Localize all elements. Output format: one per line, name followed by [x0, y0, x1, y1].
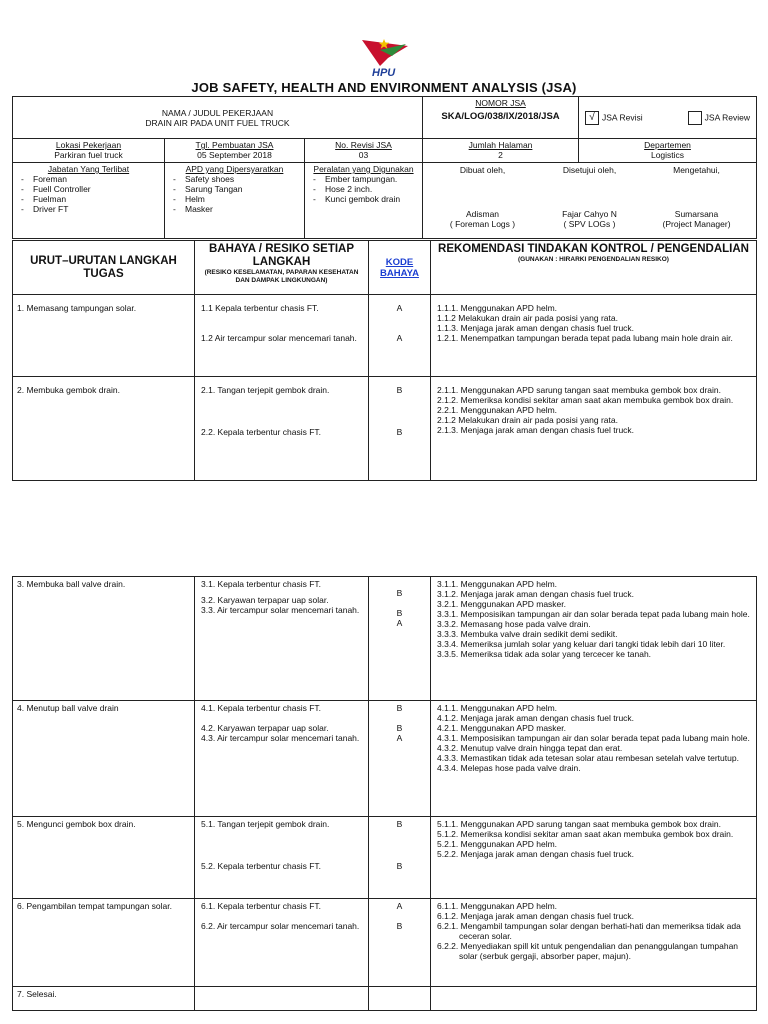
logo-text: HPU	[372, 67, 396, 78]
hazard-code: B	[396, 703, 403, 713]
nomor-jsa-label: NOMOR JSA	[475, 98, 526, 108]
table-row	[13, 817, 757, 899]
approval-cell	[423, 163, 757, 239]
control-item: 3.1.2. Menjaga jarak aman dengan chasis fuel truck.	[437, 589, 635, 599]
signatory-name: Fajar Cahyo N	[562, 209, 617, 219]
column-header-hazards	[195, 241, 369, 295]
control-item: 6.2.1. Mengambil tampungan solar dengan berhati-hati dan memeriksa tidak ada ceceran solar.	[437, 921, 741, 941]
hazard-item: 2.1. Tangan terjepit gembok drain.	[201, 385, 330, 395]
dibuat-label: Dibuat oleh,	[459, 165, 506, 175]
jabatan-cell	[13, 163, 165, 239]
jabatan-label: Jabatan Yang Terlibat	[47, 164, 130, 174]
hazard-code: A	[396, 333, 403, 343]
step-text: 5. Mengunci gembok box drain.	[17, 819, 136, 829]
hazard-code: B	[396, 861, 403, 871]
table-row	[13, 987, 757, 1011]
hazard-item: 5.2. Kepala terbentur chasis FT.	[201, 861, 322, 871]
tgl-cell	[165, 139, 305, 163]
peralatan-item: - Kunci gembok drain	[307, 194, 420, 204]
hazard-item: 2.2. Kepala terbentur chasis FT.	[201, 427, 322, 437]
table-row	[13, 577, 757, 701]
signatory-role: (Project Manager)	[662, 219, 731, 229]
column-header-steps	[13, 241, 195, 295]
lokasi-value: Parkiran fuel truck	[54, 150, 123, 160]
hazard-item: 5.1. Tangan terjepit gembok drain.	[201, 819, 330, 829]
dept-label: Departemen	[644, 140, 691, 150]
checkbox-checked-icon[interactable]: √	[585, 111, 599, 125]
hazard-item: 3.3. Air tercampur solar mencemari tanah.	[201, 605, 360, 615]
jumlah-label: Jumlah Halaman	[468, 140, 533, 150]
table-row	[13, 899, 757, 987]
control-item: 2.1.2. Memeriksa kondisi sekitar aman saat akan membuka gembok box drain.	[437, 395, 734, 405]
jsa-revisi-label: JSA Revisi	[602, 111, 643, 122]
norev-cell	[305, 139, 423, 163]
control-item: 5.1.2. Memeriksa kondisi sekitar aman saat akan membuka gembok box drain.	[437, 829, 734, 839]
peralatan-item: - Hose 2 inch.	[307, 184, 420, 194]
table-row	[13, 295, 757, 377]
control-item: 3.3.2. Memasang hose pada valve drain.	[437, 619, 591, 629]
control-cell	[431, 701, 757, 817]
signatory-spv	[536, 209, 643, 229]
step-text: 4. Menutup ball valve drain	[17, 703, 119, 713]
hazard-code: B	[396, 588, 403, 598]
peralatan-label: Peralatan yang Digunakan	[313, 164, 414, 174]
jumlah-cell	[423, 139, 579, 163]
lokasi-cell	[13, 139, 165, 163]
column-header-controls-title: REKOMENDASI TINDAKAN KONTROL / PENGENDALIAN	[438, 243, 749, 255]
apd-cell	[165, 163, 305, 239]
signatory-role: ( Foreman Logs )	[449, 219, 516, 229]
jabatan-item: - Fuell Controller	[15, 184, 162, 194]
hazard-cell	[195, 817, 369, 899]
column-header-controls-sub: (GUNAKAN : HIRARKI PENGENDALIAN RESIKO)	[518, 256, 669, 263]
code-cell	[369, 577, 431, 701]
jsa-header-table	[12, 96, 757, 239]
dept-cell	[579, 139, 757, 163]
control-item: 3.1.1. Menggunakan APD helm.	[437, 579, 558, 589]
step-text: 7. Selesai.	[17, 989, 57, 999]
apd-label: APD yang Dipersyaratkan	[185, 164, 284, 174]
control-item: 3.2.1. Menggunakan APD masker.	[437, 599, 566, 609]
signatory-role: ( SPV LOGs )	[563, 219, 616, 229]
hazard-code: B	[396, 921, 403, 931]
code-cell	[369, 377, 431, 481]
control-cell	[431, 377, 757, 481]
company-logo	[358, 36, 412, 78]
column-header-steps-label: URUT–URUTAN LANGKAH TUGAS	[30, 254, 177, 280]
control-item: 1.1.1. Menggunakan APD helm.	[437, 303, 558, 313]
column-header-controls	[431, 241, 757, 295]
job-title-cell	[13, 97, 423, 139]
hazard-item: 1.1 Kepala terbentur chasis FT.	[201, 303, 319, 313]
control-cell	[431, 577, 757, 701]
table-row	[13, 701, 757, 817]
control-item: 3.3.1. Memposisikan tampungan air dan solar berada tepat pada lubang main hole.	[437, 609, 750, 619]
control-item: 4.3.4. Melepas hose pada valve drain.	[437, 763, 581, 773]
hazard-code: A	[396, 303, 403, 313]
control-item: 4.2.1. Menggunakan APD masker.	[437, 723, 566, 733]
control-cell	[431, 987, 757, 1011]
jumlah-value: 2	[498, 150, 503, 160]
step-text: 6. Pengambilan tempat tampungan solar.	[17, 901, 172, 911]
control-item: 3.3.4. Memeriksa jumlah solar yang keluar dari tangki tidak lebih dari 10 liter.	[437, 639, 726, 649]
apd-item: - Masker	[167, 204, 302, 214]
step-cell	[13, 377, 195, 481]
control-item: 1.2.1. Menempatkan tampungan berada tepat pada lubang main hole drain air.	[437, 333, 733, 343]
code-cell	[369, 899, 431, 987]
step-text: 1. Memasang tampungan solar.	[17, 303, 137, 313]
hazard-item: 3.2. Karyawan terpapar uap solar.	[201, 595, 329, 605]
control-item: 5.2.1. Menggunakan APD helm.	[437, 839, 558, 849]
hazard-item: 1.2 Air tercampur solar mencemari tanah.	[201, 333, 357, 343]
control-item: 6.1.1. Menggunakan APD helm.	[437, 901, 558, 911]
jsa-revisi-option[interactable]	[585, 111, 643, 125]
hazard-cell	[195, 577, 369, 701]
control-item: 4.1.2. Menjaga jarak aman dengan chasis fuel truck.	[437, 713, 635, 723]
hazard-code: B	[396, 608, 403, 618]
control-item: 1.1.2 Melakukan drain air pada posisi yang rata.	[437, 313, 618, 323]
control-cell	[431, 817, 757, 899]
job-title-value: DRAIN AIR PADA UNIT FUEL TRUCK	[145, 117, 290, 128]
code-cell	[369, 987, 431, 1011]
lokasi-label: Lokasi Pekerjaan	[55, 140, 122, 150]
control-item: 6.2.2. Menyediakan spill kit untuk pengendalian dan penanggulangan tumpahan solar (serbuk gergaji, absorber paper, majun).	[437, 941, 739, 961]
column-header-hazards-title: BAHAYA / RESIKO SETIAP LANGKAH	[208, 243, 355, 268]
hazard-cell	[195, 899, 369, 987]
hazard-item: 6.2. Air tercampur solar mencemari tanah.	[201, 921, 360, 931]
control-item: 5.2.2. Menjaga jarak aman dengan chasis fuel truck.	[437, 849, 635, 859]
step-cell	[13, 295, 195, 377]
control-item: 5.1.1. Menggunakan APD sarung tangan saat membuka gembok box drain.	[437, 819, 721, 829]
dept-value: Logistics	[650, 150, 685, 160]
code-cell	[369, 817, 431, 899]
hazard-code: A	[396, 618, 403, 628]
control-item: 2.1.1. Menggunakan APD sarung tangan saat membuka gembok box drain.	[437, 385, 721, 395]
job-title-label: NAMA / JUDUL PEKERJAAN	[161, 107, 274, 118]
tgl-value: 05 September 2018	[197, 150, 272, 160]
control-cell	[431, 899, 757, 987]
kode-bahaya-link[interactable]: KODE BAHAYA	[380, 256, 419, 279]
signatory-foreman	[429, 209, 536, 229]
peralatan-item: - Ember tampungan.	[307, 174, 420, 184]
column-header-hazards-sub: (RESIKO KESELAMATAN, PAPARAN KESEHATAN DAN DAMPAK LINGKUNGAN)	[204, 269, 359, 284]
control-item: 4.3.2. Menutup valve drain hingga tepat dan erat.	[437, 743, 623, 753]
step-text: 3. Membuka ball valve drain.	[17, 579, 126, 589]
nomor-jsa-cell	[423, 97, 579, 139]
hazard-cell	[195, 987, 369, 1011]
signatory-pm	[643, 209, 750, 229]
hazard-cell	[195, 377, 369, 481]
apd-item: - Helm	[167, 194, 302, 204]
jabatan-item: - Fuelman	[15, 194, 162, 204]
peralatan-cell	[305, 163, 423, 239]
tgl-label: Tgl. Pembuatan JSA	[195, 140, 274, 150]
hazard-cell	[195, 701, 369, 817]
table-row	[13, 377, 757, 481]
control-item: 4.1.1. Menggunakan APD helm.	[437, 703, 558, 713]
control-item: 1.1.3. Menjaga jarak aman dengan chasis fuel truck.	[437, 323, 635, 333]
hazard-code: B	[396, 385, 403, 395]
hazard-code: B	[396, 723, 403, 733]
norev-value: 03	[358, 150, 369, 160]
nomor-jsa-value: SKA/LOG/038/IX/2018/JSA	[441, 111, 560, 122]
signatory-name: Adisman	[465, 209, 500, 219]
control-item: 3.3.3. Membuka valve drain sedikit demi sedikit.	[437, 629, 618, 639]
control-item: 2.2.1. Menggunakan APD helm.	[437, 405, 558, 415]
code-cell	[369, 295, 431, 377]
hazard-cell	[195, 295, 369, 377]
jsa-type-cell	[579, 97, 757, 139]
control-item: 4.3.3. Memastikan tidak ada tetesan solar atau rembesan setelah valve tertutup.	[437, 753, 739, 763]
step-text: 2. Membuka gembok drain.	[17, 385, 120, 395]
hazard-item: 4.1. Kepala terbentur chasis FT.	[201, 703, 322, 713]
control-item: 2.1.3. Menjaga jarak aman dengan chasis fuel truck.	[437, 425, 635, 435]
norev-label: No. Revisi JSA	[335, 140, 392, 150]
jsa-main-table-page1	[12, 240, 757, 481]
hazard-item: 6.1. Kepala terbentur chasis FT.	[201, 901, 322, 911]
control-item: 6.1.2. Menjaga jarak aman dengan chasis fuel truck.	[437, 911, 635, 921]
hazard-item: 4.3. Air tercampur solar mencemari tanah.	[201, 733, 360, 743]
step-cell	[13, 577, 195, 701]
control-item: 3.3.5. Memeriksa tidak ada solar yang tercecer ke tanah.	[437, 649, 652, 659]
hazard-code: A	[396, 901, 403, 911]
hazard-code: B	[396, 819, 403, 829]
signatory-name: Sumarsana	[674, 209, 719, 219]
disetujui-label: Disetujui oleh,	[562, 165, 617, 175]
jsa-review-option[interactable]	[688, 111, 750, 125]
jabatan-item: - Foreman	[15, 174, 162, 184]
checkbox-empty-icon[interactable]	[688, 111, 702, 125]
control-item: 2.1.2 Melakukan drain air pada posisi yang rata.	[437, 415, 618, 425]
code-cell	[369, 701, 431, 817]
step-cell	[13, 987, 195, 1011]
hazard-item: 4.2. Karyawan terpapar uap solar.	[201, 723, 329, 733]
jabatan-item: - Driver FT	[15, 204, 162, 214]
hazard-code: B	[396, 427, 403, 437]
control-item: 4.3.1. Memposisikan tampungan air dan solar berada tepat pada lubang main hole.	[437, 733, 750, 743]
step-cell	[13, 899, 195, 987]
step-cell	[13, 701, 195, 817]
control-cell	[431, 295, 757, 377]
apd-item: - Sarung Tangan	[167, 184, 302, 194]
jsa-review-label: JSA Review	[704, 111, 751, 122]
apd-item: - Safety shoes	[167, 174, 302, 184]
hazard-item: 3.1. Kepala terbentur chasis FT.	[201, 579, 322, 589]
jsa-main-table-page2	[12, 576, 757, 1011]
document-title: JOB SAFETY, HEALTH AND ENVIRONMENT ANALYSIS (JSA)	[191, 80, 577, 95]
hazard-code: A	[396, 733, 403, 743]
step-cell	[13, 817, 195, 899]
column-header-code	[369, 241, 431, 295]
mengetahui-label: Mengetahui,	[673, 165, 720, 175]
